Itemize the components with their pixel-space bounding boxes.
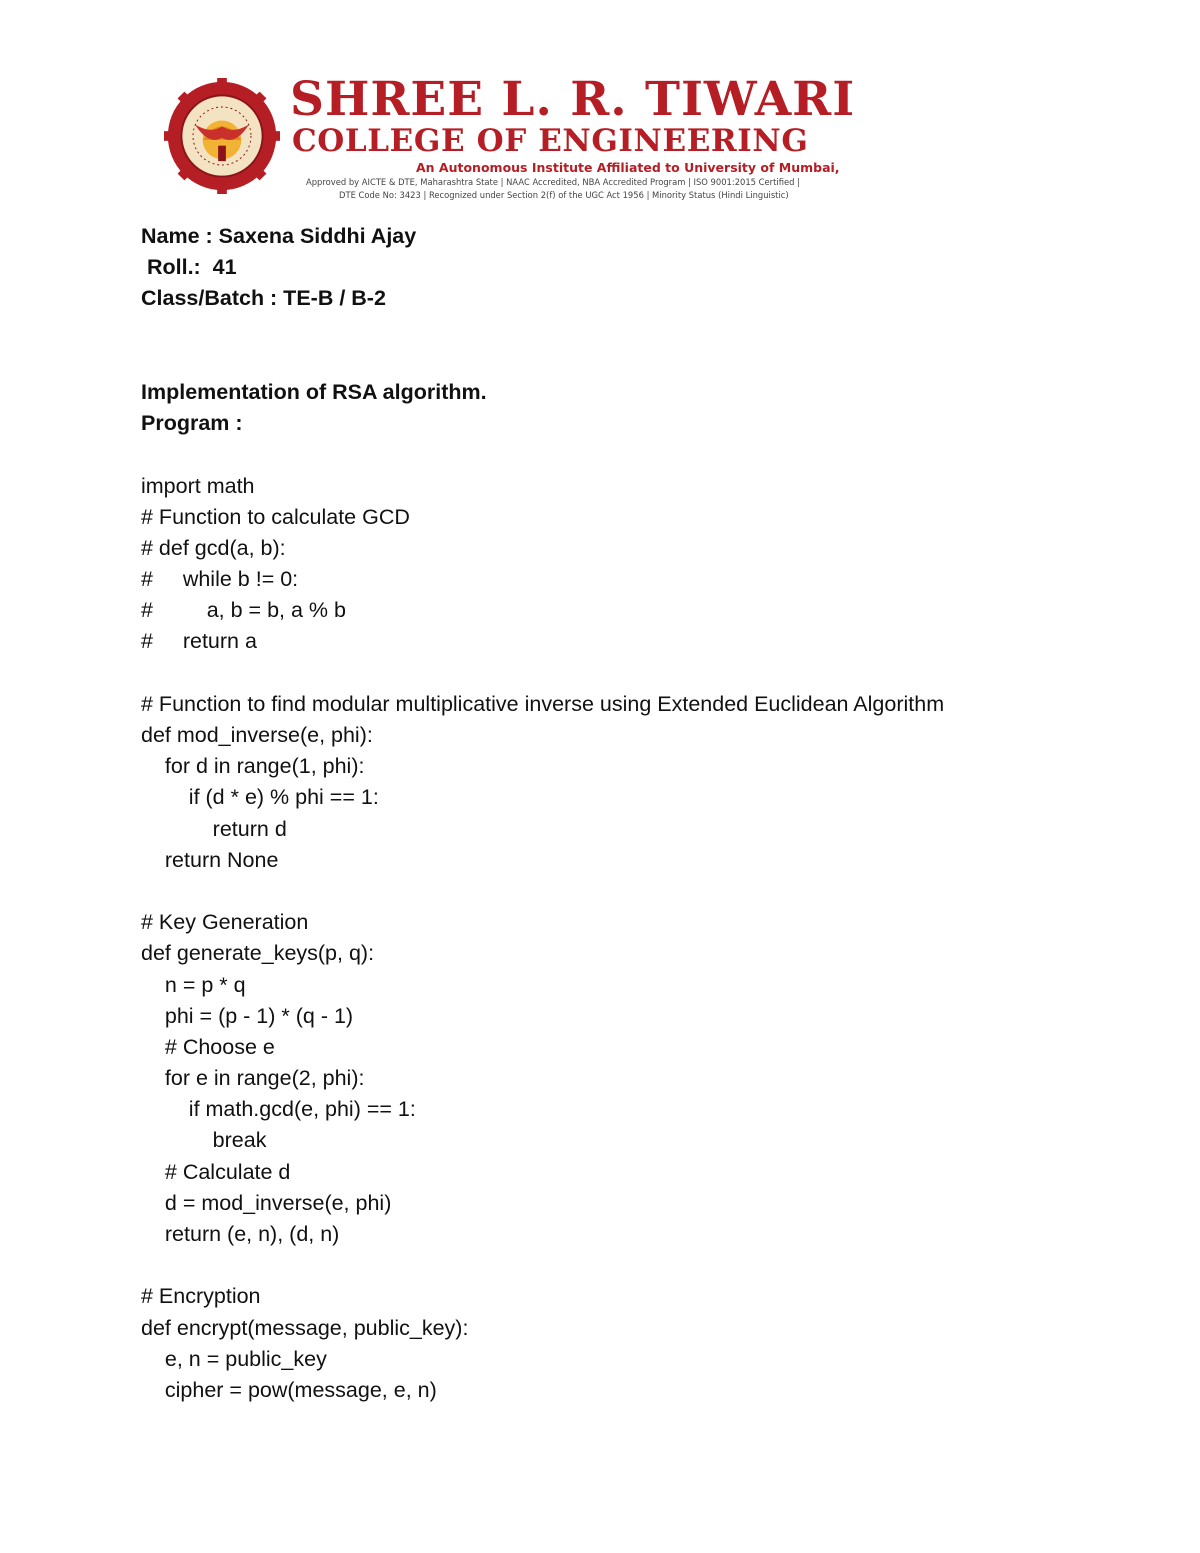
code-line: # while b != 0: [141,567,299,592]
code-line [141,876,1141,907]
code-line: return None [141,847,279,872]
code-line: for e in range(2, phi): [141,1066,365,1091]
code-line [141,1250,1141,1281]
code-line: e, n = public_key [141,1346,327,1371]
college-seal-icon [164,78,280,194]
college-letterhead [160,72,1050,202]
code-line: for d in range(1, phi): [141,754,365,779]
code-line: import math [141,473,255,498]
experiment-title: Implementation of RSA algorithm. [141,379,487,404]
student-roll: Roll.: 41 [141,255,237,280]
code-line: # a, b = b, a % b [141,598,346,623]
code-line: d = mod_inverse(e, phi) [141,1190,392,1215]
code-line: # Choose e [141,1034,275,1059]
spacer [141,315,1141,346]
spacer [141,346,1141,377]
code-listing [141,471,1141,1407]
approval-line-1: Approved by AICTE & DTE, Maharashtra State | NAAC Accredited, NBA Accredited Program | ISO 9001:2015 Certified | [306,177,800,187]
code-line: # Calculate d [141,1159,291,1184]
student-name: Name : Saxena Siddhi Ajay [141,224,417,248]
code-line: # return a [141,629,257,654]
code-line: def encrypt(message, public_key): [141,1315,469,1340]
code-line: # Key Generation [141,910,309,935]
code-line: def generate_keys(p, q): [141,941,375,966]
student-class-batch: Class/Batch : TE-B / B-2 [141,286,386,311]
college-tagline: An Autonomous Institute Affiliated to University of Mumbai, [416,160,840,175]
college-approval-text [306,176,800,202]
spacer [141,439,1141,470]
code-line: # Encryption [141,1284,261,1309]
code-line: return d [141,816,287,841]
code-line [141,658,1141,689]
code-line: if math.gcd(e, phi) == 1: [141,1097,416,1122]
code-line: n = p * q [141,972,246,997]
code-line: # Function to find modular multiplicative inverse using Extended Euclidean Algorithm [141,691,945,716]
code-line: # Function to calculate GCD [141,504,410,529]
code-line: if (d * e) % phi == 1: [141,785,379,810]
code-line: return (e, n), (d, n) [141,1222,340,1246]
document-body [141,221,1141,1406]
code-line: cipher = pow(message, e, n) [141,1377,437,1402]
program-label: Program : [141,411,243,436]
approval-line-2: DTE Code No: 3423 | Recognized under Section 2(f) of the UGC Act 1956 | Minority Status (Hindi Linguistic) [339,190,789,200]
code-line: # def gcd(a, b): [141,535,286,560]
code-line: phi = (p - 1) * (q - 1) [141,1003,354,1028]
code-line: break [141,1128,267,1153]
code-line: def mod_inverse(e, phi): [141,723,373,747]
college-name-line-2: COLLEGE OF ENGINEERING [292,123,809,159]
college-name-line-1: SHREE L. R. TIWARI [290,72,856,127]
